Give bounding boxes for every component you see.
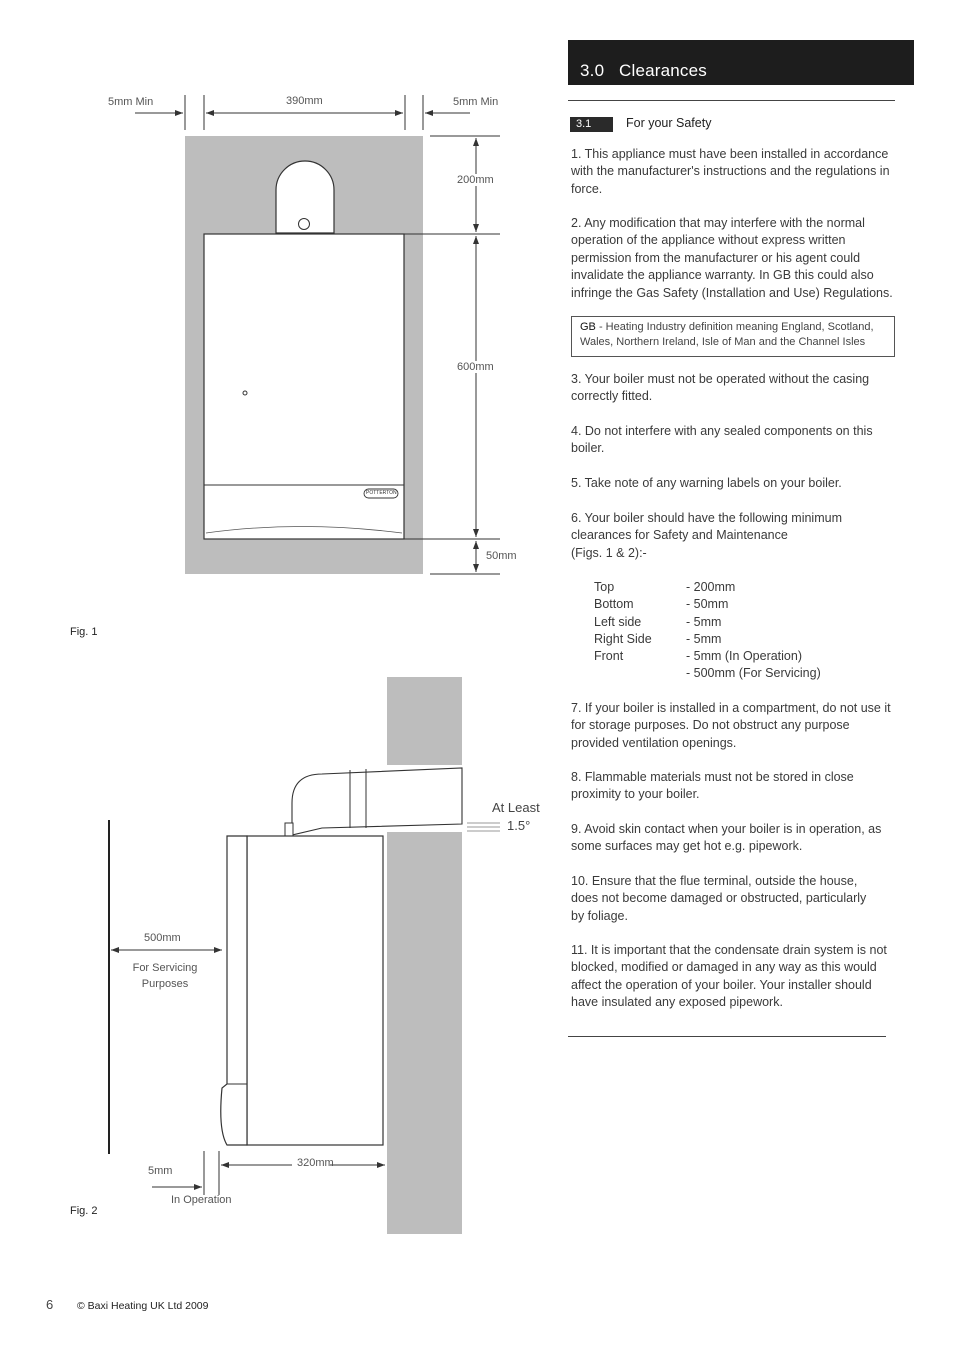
fig2-caption: Fig. 2 <box>70 1205 98 1217</box>
paragraph-7: 7. If your boiler is installed in a compartment, do not use it for storage purposes. Do not obstruct any purpose provided ventilation openings. <box>571 701 891 750</box>
clearance-label-top: Top <box>594 580 615 594</box>
fig1-flue-spigot <box>299 219 310 230</box>
paragraph-5: 5. Take note of any warning labels on your boiler. <box>571 476 842 490</box>
fig2-boiler-body <box>247 836 383 1145</box>
fig2-front-note: In Operation <box>171 1194 232 1206</box>
page-number: 6 <box>46 1297 54 1312</box>
divider <box>568 100 895 101</box>
paragraph-8: 8. Flammable materials must not be stored in close proximity to your boiler. <box>571 770 854 802</box>
gb-term: GB <box>580 321 596 333</box>
paragraph-10: 10. Ensure that the flue terminal, outside the house, does not become damaged or obstructed, particularly by foliage. <box>571 874 867 923</box>
paragraph-4: 4. Do not interfere with any sealed components on this boiler. <box>571 424 873 456</box>
fig1-bottom-label: 50mm <box>486 550 517 562</box>
subsection-title: For your Safety <box>626 116 712 130</box>
fig2-front-panel <box>221 836 247 1145</box>
fig2-slope-label-2: 1.5° <box>507 818 531 833</box>
paragraph-3: 3. Your boiler must not be operated without the casing correctly fitted. <box>571 372 870 404</box>
section-title: 3.0 Clearances <box>580 61 707 80</box>
fig1-caption: Fig. 1 <box>70 626 98 638</box>
paragraph-11: 11. It is important that the condensate drain system is not blocked, modified or damaged in any way as this would affect the operation of your boiler. Your installer should have insulated any exposed pipework. <box>571 943 887 1010</box>
divider <box>568 1036 886 1037</box>
fig2-servicing-note-2: Purposes <box>141 978 189 990</box>
paragraph-6-ref: (Figs. 1 & 2):- <box>571 546 647 560</box>
paragraph-9: 9. Avoid skin contact when your boiler is in operation, as some surfaces may get hot e.g. pipework. <box>571 822 882 854</box>
copyright: © Baxi Heating UK Ltd 2009 <box>77 1300 209 1312</box>
clearance-value-front-operation: - 5mm (In Operation) <box>686 649 803 663</box>
fig2-slope-label-1: At Least <box>492 800 540 815</box>
section-header <box>568 40 914 85</box>
paragraph-1: 1. This appliance must have been installed in accordance with the manufacturer's instructions and the regulations in force. <box>571 147 890 196</box>
subsection-number-badge: 3.1 <box>570 117 613 132</box>
clearance-label-front: Front <box>594 649 624 663</box>
paragraph-2: 2. Any modification that may interfere with the normal operation of the appliance without express written permission from the manufacturer or his agent could invalidate the appliance warranty. In GB this could also infringe the Gas Safety (Installation and Use) Regulations. <box>571 216 893 300</box>
fig1-indicator-light <box>243 391 247 395</box>
clearance-value-left: - 5mm <box>686 615 722 629</box>
clearance-label-right: Right Side <box>594 632 652 646</box>
fig2-flue-pipe <box>292 768 462 835</box>
fig2-front-gap-label: 5mm <box>148 1165 173 1177</box>
clearance-value-front-servicing: - 500mm (For Servicing) <box>686 666 821 680</box>
fig1-height-label: 600mm <box>457 361 494 373</box>
fig2-servicing-note-1: For Servicing <box>132 962 198 974</box>
fig2-wall-lower <box>387 832 462 1234</box>
clearance-label-left: Left side <box>594 615 642 629</box>
fig1-top-label: 200mm <box>457 174 494 186</box>
fig2-flue-spigot <box>285 823 293 836</box>
fig2-wall-upper <box>387 677 462 765</box>
fig1-left-min-label: 5mm Min <box>108 96 154 108</box>
fig2-servicing-label: 500mm <box>144 932 181 944</box>
paragraph-6: 6. Your boiler should have the following minimum clearances for Safety and Maintenance <box>571 511 842 543</box>
fig2-diagram <box>0 660 560 1260</box>
fig1-logo-text: POTTERTON <box>366 490 397 496</box>
gb-definition: - Heating Industry definition meaning England, Scotland, Wales, Northern Ireland, Isle of Man and the Channel Isles <box>580 321 874 348</box>
clearance-value-right: - 5mm <box>686 632 722 646</box>
gb-definition-box <box>571 316 895 357</box>
clearance-value-top: - 200mm <box>686 580 736 594</box>
fig1-width-label: 390mm <box>286 95 323 107</box>
fig2-depth-label: 320mm <box>297 1157 334 1169</box>
clearance-label-bottom: Bottom <box>594 597 634 611</box>
fig1-right-min-label: 5mm Min <box>453 96 499 108</box>
clearance-value-bottom: - 50mm <box>686 597 729 611</box>
